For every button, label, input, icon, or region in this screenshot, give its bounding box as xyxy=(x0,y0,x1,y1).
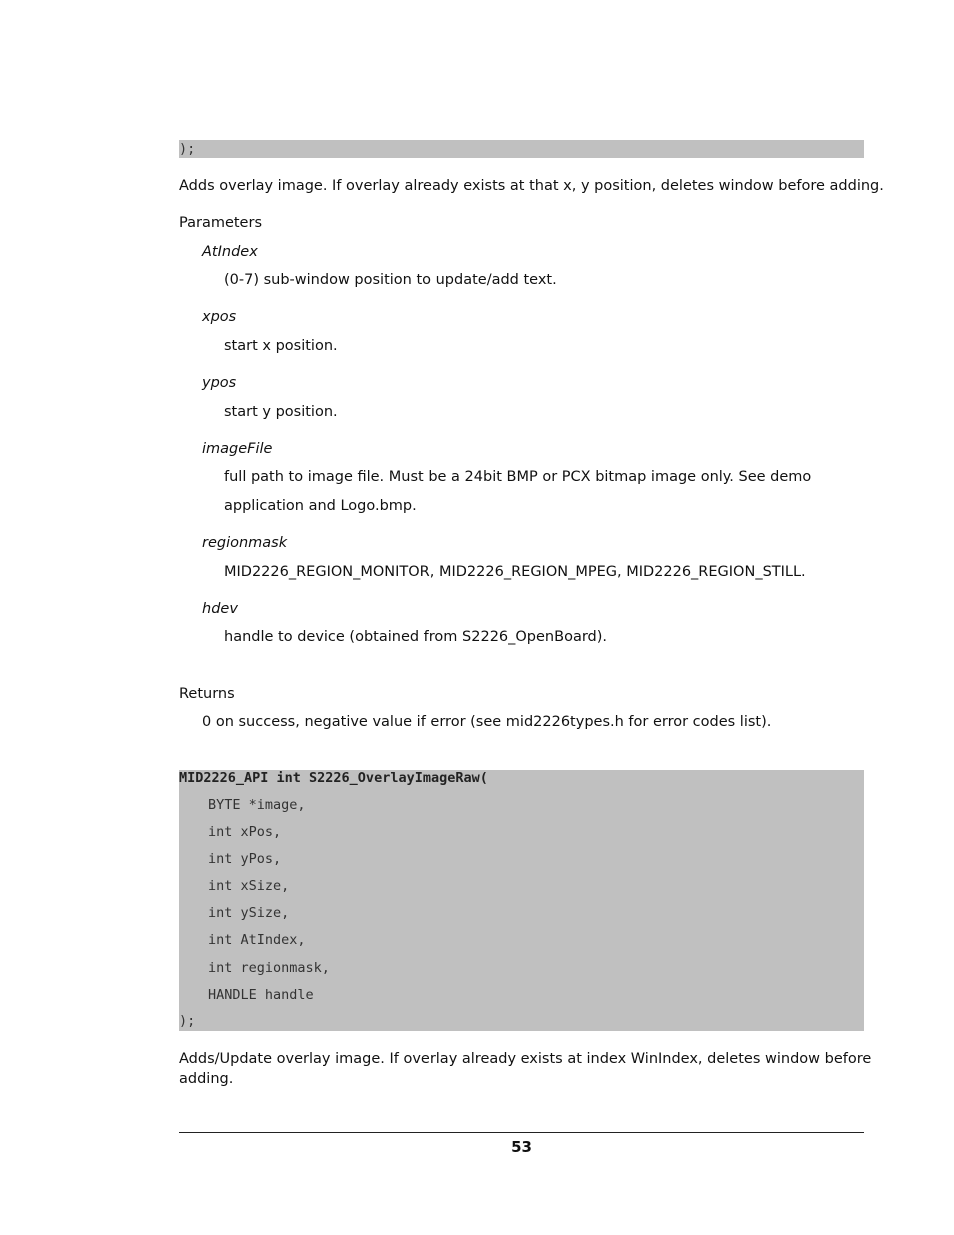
param-desc-imagefile-line1: full path to image file. Must be a 24bit BMP or PCX bitmap image only. See demo xyxy=(224,469,812,485)
arg-regionmask: int regionmask, xyxy=(208,960,330,976)
param-desc-xpos: start x position. xyxy=(224,338,338,354)
arg-handle: HANDLE handle xyxy=(208,987,314,1003)
returns-heading: Returns xyxy=(179,686,235,702)
arg-xsize: int xSize, xyxy=(208,878,290,894)
arg-xpos: int xPos, xyxy=(208,824,282,840)
footer-rule xyxy=(179,1132,864,1133)
function-description-line2: adding. xyxy=(179,1071,234,1087)
param-desc-hdev: handle to device (obtained from S2226_OpenBoard). xyxy=(224,629,608,645)
param-name-atindex: AtIndex xyxy=(202,244,258,260)
param-desc-ypos: start y position. xyxy=(224,404,338,420)
param-name-imagefile: imageFile xyxy=(202,441,273,457)
arg-ysize: int ySize, xyxy=(208,905,290,921)
param-name-regionmask: regionmask xyxy=(202,535,288,551)
param-name-xpos: xpos xyxy=(202,309,237,325)
page-number: 53 xyxy=(511,1138,532,1156)
arg-image: BYTE *image, xyxy=(208,797,306,813)
arg-atindex: int AtIndex, xyxy=(208,932,306,948)
parameters-heading: Parameters xyxy=(179,215,262,231)
function-description-line1: Adds/Update overlay image. If overlay already exists at index WinIndex, deletes window before xyxy=(179,1051,872,1067)
param-desc-imagefile-line2: application and Logo.bmp. xyxy=(224,498,417,514)
arg-ypos: int yPos, xyxy=(208,851,282,867)
code-block-signature xyxy=(179,770,864,1031)
code-block-top xyxy=(179,140,864,158)
param-desc-atindex: (0-7) sub-window position to update/add text. xyxy=(224,272,557,288)
function-signature: MID2226_API int S2226_OverlayImageRaw( xyxy=(179,770,488,786)
code-closing: ); xyxy=(179,1013,196,1029)
returns-text: 0 on success, negative value if error (see mid2226types.h for error codes list). xyxy=(202,714,772,730)
code-closing: ); xyxy=(179,141,196,157)
param-desc-regionmask: MID2226_REGION_MONITOR, MID2226_REGION_MPEG, MID2226_REGION_STILL. xyxy=(224,564,806,580)
param-name-ypos: ypos xyxy=(202,375,237,391)
param-name-hdev: hdev xyxy=(202,601,238,617)
function-description: Adds overlay image. If overlay already exists at that x, y position, deletes window before adding. xyxy=(179,178,884,194)
